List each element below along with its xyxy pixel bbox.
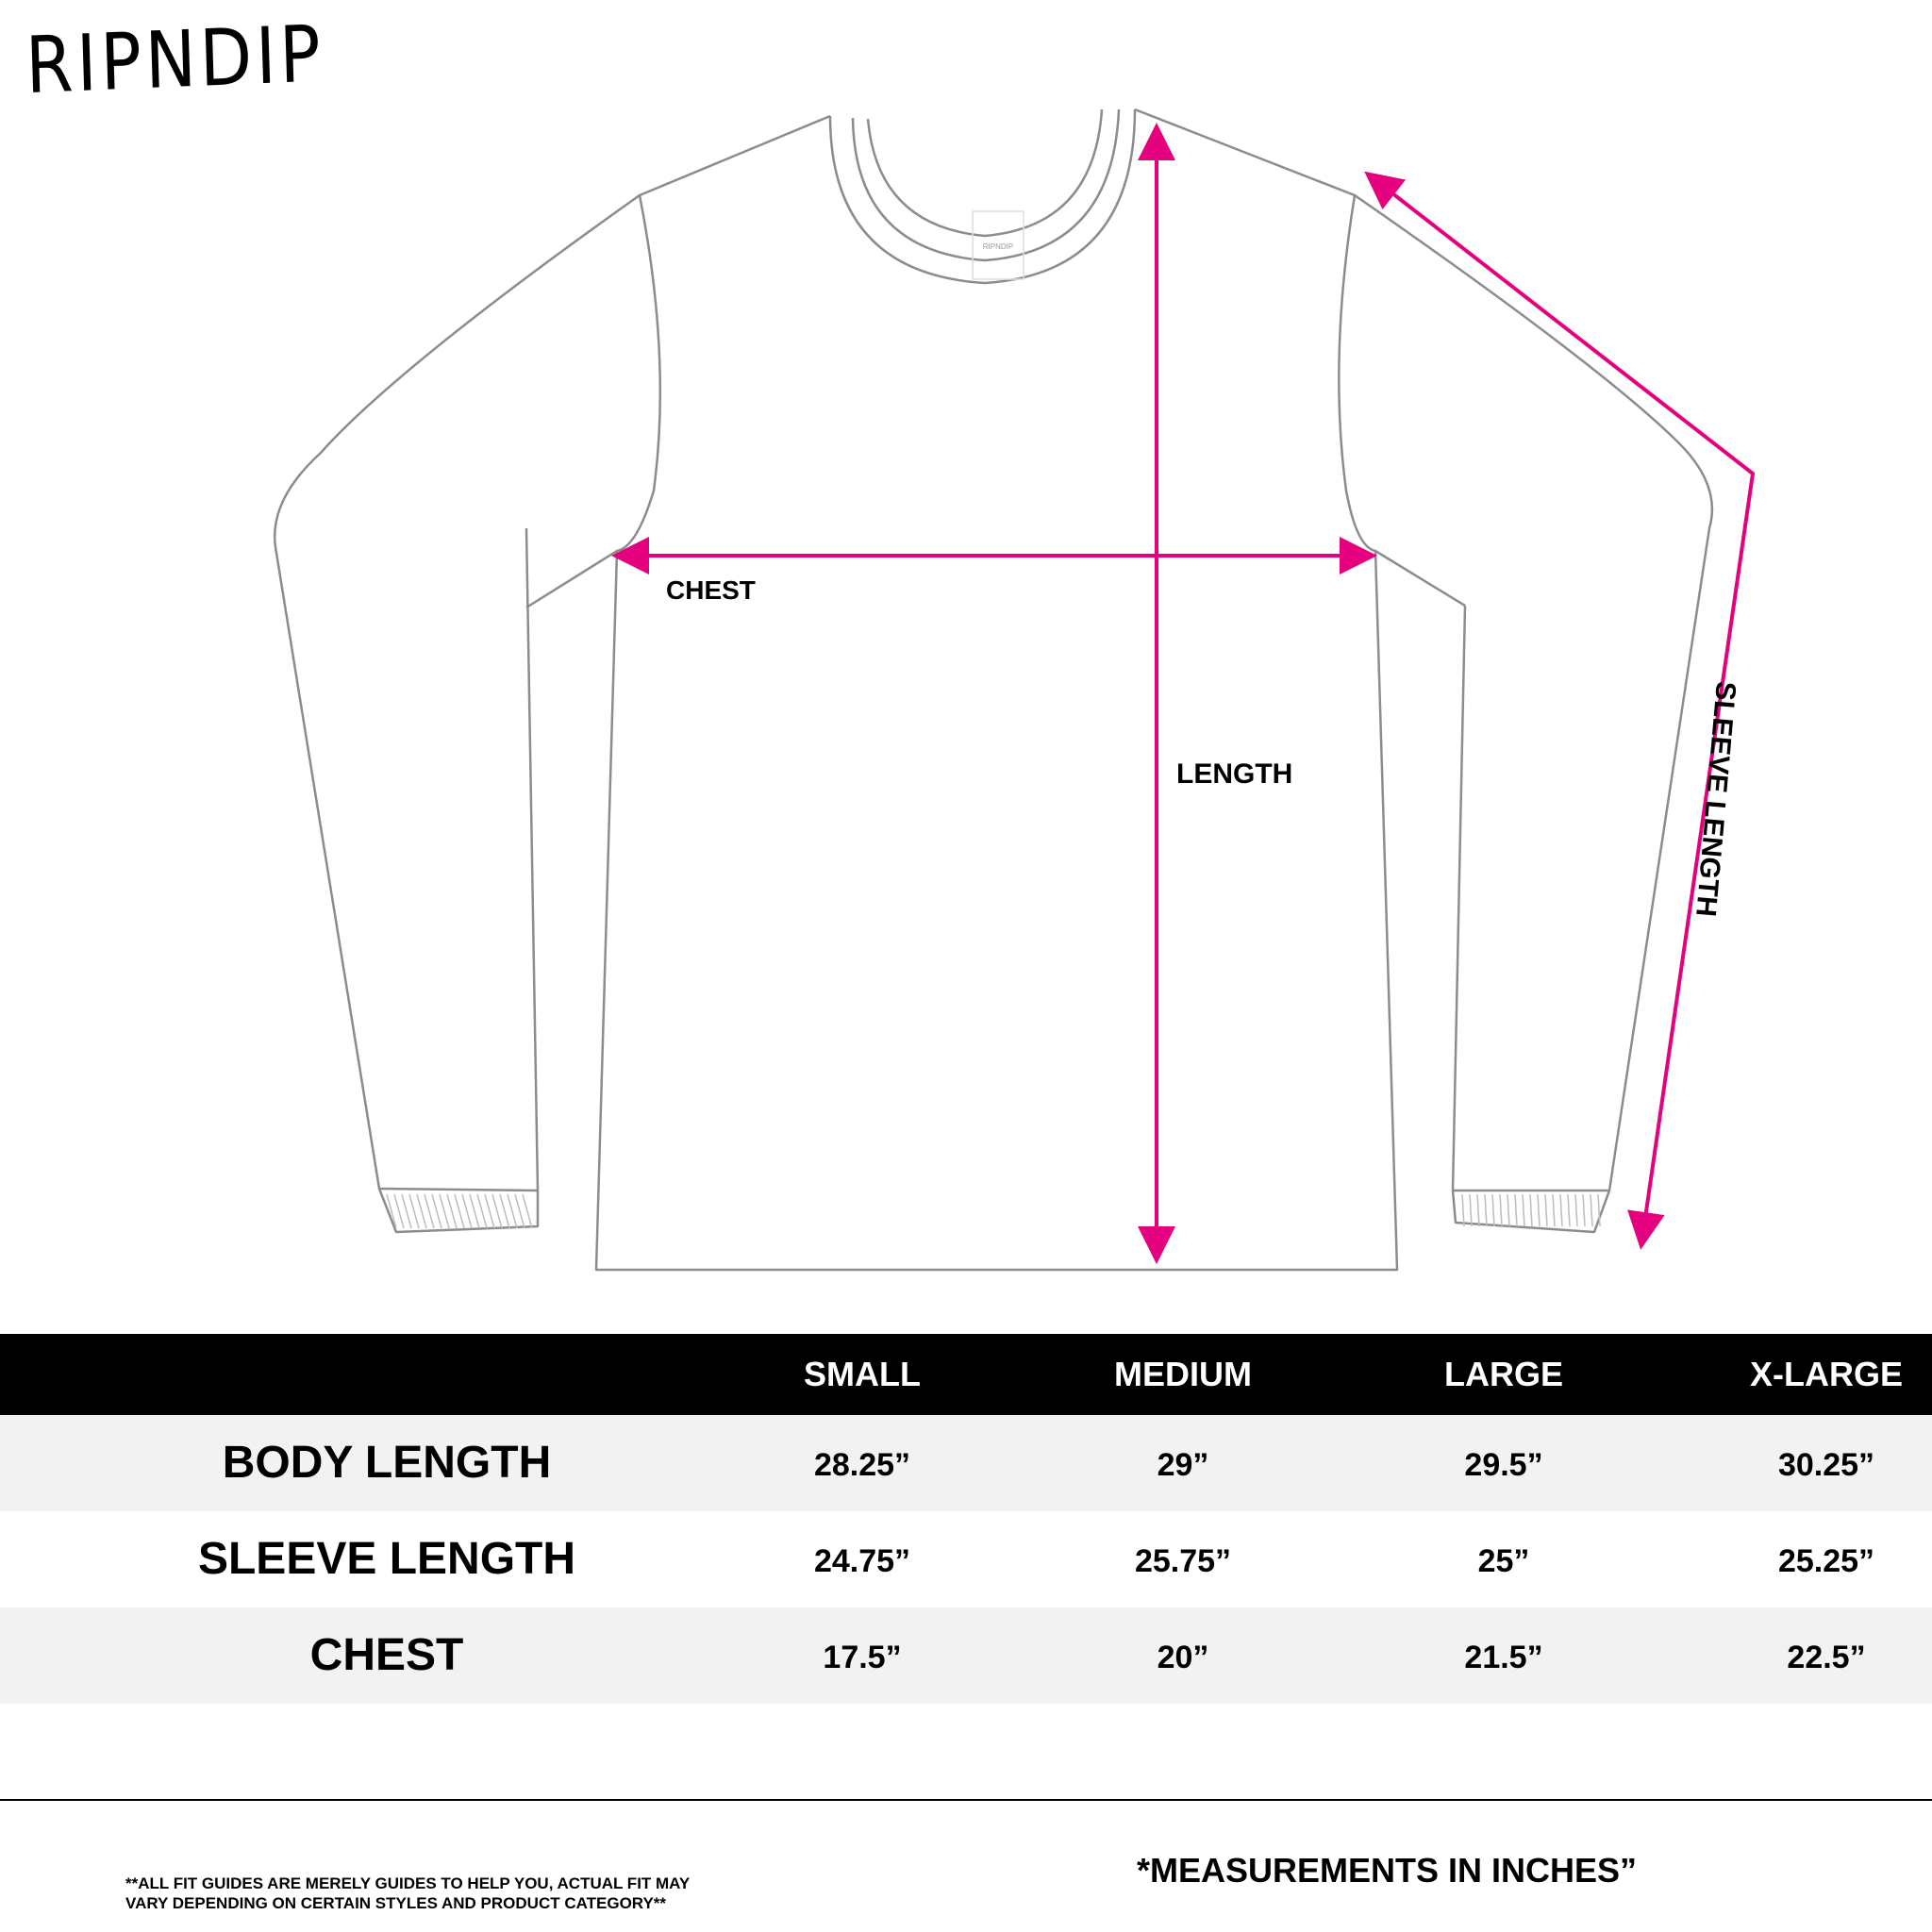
brand-logo: RIPNDIP	[24, 8, 326, 111]
col-header-medium: MEDIUM	[1114, 1355, 1252, 1393]
table-cell: 25.75”	[1134, 1543, 1232, 1579]
disclaimer-line-2: VARY DEPENDING ON CERTAIN STYLES AND PRODUCT CATEGORY**	[125, 1894, 667, 1912]
fit-disclaimer	[125, 1874, 786, 1913]
table-cell: 28.25”	[813, 1447, 911, 1483]
col-header-small: SMALL	[804, 1355, 921, 1393]
table-cell: 29.5”	[1464, 1447, 1543, 1483]
shirt-outline	[275, 109, 1712, 1270]
col-header-xlarge: X-LARGE	[1750, 1355, 1903, 1393]
table-cell: 25.25”	[1777, 1543, 1875, 1579]
table-cell: 30.25”	[1777, 1447, 1875, 1483]
table-cell: 25”	[1477, 1543, 1530, 1579]
table-cell: 17.5”	[823, 1640, 902, 1675]
length-label: LENGTH	[1176, 758, 1293, 790]
measurement-arrows	[630, 142, 1753, 1245]
table-cell: 29”	[1157, 1447, 1209, 1483]
cuff-ribbing-right	[1462, 1194, 1600, 1226]
size-table-header	[0, 1334, 1932, 1415]
row-label: BODY LENGTH	[222, 1438, 552, 1488]
sleeve-length-label: SLEEVE LENGTH	[1690, 680, 1741, 919]
neck-tag-text: RIPNDIP	[982, 242, 1014, 251]
footer-divider	[0, 1799, 1932, 1801]
chest-label: CHEST	[666, 575, 756, 605]
table-cell: 20”	[1157, 1640, 1209, 1675]
table-cell: 22.5”	[1787, 1640, 1866, 1675]
col-header-large: LARGE	[1444, 1355, 1563, 1393]
units-note: *MEASUREMENTS IN INCHES”	[1137, 1851, 1638, 1890]
table-row-sleeve-length	[0, 1511, 1932, 1607]
table-cell: 24.75”	[813, 1543, 911, 1579]
cuff-ribbing-left	[387, 1194, 532, 1228]
table-row-chest	[0, 1607, 1932, 1704]
size-table	[0, 1334, 1932, 1704]
row-label: CHEST	[309, 1630, 464, 1680]
sleeve-arrow	[1379, 183, 1753, 1231]
table-row-body-length	[0, 1415, 1932, 1511]
row-label: SLEEVE LENGTH	[197, 1534, 576, 1584]
disclaimer-line-1: **ALL FIT GUIDES ARE MERELY GUIDES TO HELP YOU, ACTUAL FIT MAY	[125, 1874, 691, 1892]
table-cell: 21.5”	[1464, 1640, 1543, 1675]
